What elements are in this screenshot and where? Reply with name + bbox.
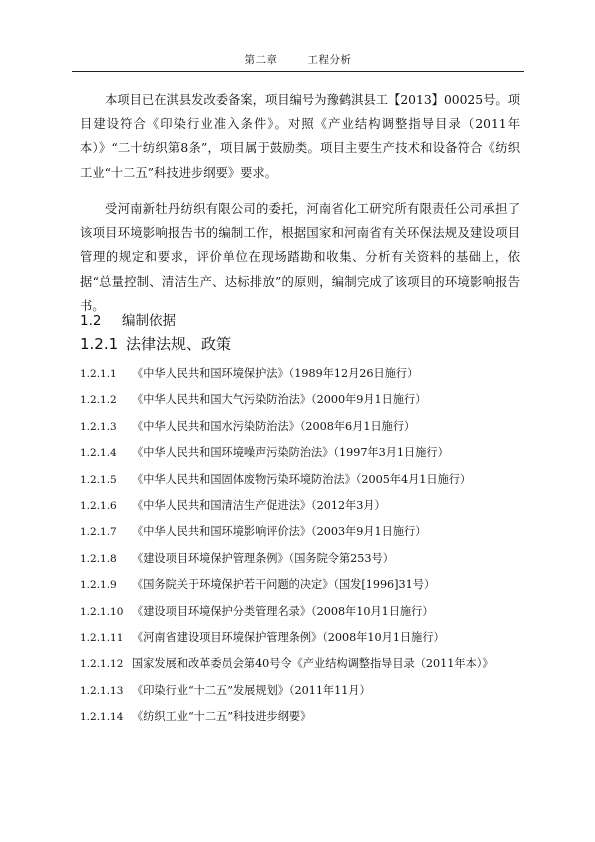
item-text: 《建设项目环境保护管理条例》（国务院令第253号） bbox=[132, 551, 394, 565]
item-text: 《中华人民共和国水污染防治法》（2008年6月1日施行） bbox=[132, 419, 416, 433]
list-item bbox=[80, 361, 530, 387]
item-number: 1.2.1.13 bbox=[80, 684, 124, 697]
list-item bbox=[80, 599, 530, 625]
item-text: 《印染行业“十二五”发展规划》（2011年11月） bbox=[132, 683, 371, 697]
paragraph-project-filing: 本项目已在淇县发改委备案，项目编号为豫鹤淇县工【2013】00025号。项目建设符合《印染行业准入条件》。对照《产业结构调整指导目录（2011年本）》“二十纺织第8条”，项目属于鼓励类。项目主要生产技术和设备符合《纺织工业“十二五”科技进步纲要》要求。 bbox=[80, 93, 520, 180]
item-text: 国家发展和改革委员会第40号令《产业结构调整指导目录（2011年本）》 bbox=[132, 657, 494, 671]
list-item bbox=[80, 519, 530, 545]
item-number: 1.2.1.2 bbox=[80, 394, 117, 407]
item-text: 《国务院关于环境保护若干问题的决定》（国发[1996]31号） bbox=[132, 578, 436, 592]
list-item bbox=[80, 387, 530, 413]
item-number: 1.2.1.8 bbox=[80, 552, 117, 565]
list-item bbox=[80, 625, 530, 651]
item-text: 《中华人民共和国环境噪声污染防治法》（1997年3月1日施行） bbox=[132, 446, 449, 460]
section-title: 编制依据 bbox=[122, 313, 176, 329]
subsection-number: 1.2.1 bbox=[80, 335, 119, 353]
regulation-list bbox=[80, 361, 530, 730]
item-number: 1.2.1.9 bbox=[80, 579, 117, 592]
item-number: 1.2.1.10 bbox=[80, 605, 124, 618]
item-number: 1.2.1.14 bbox=[80, 711, 124, 724]
paragraph-commission: 受河南新牡丹纺织有限公司的委托，河南省化工研究所有限责任公司承担了该项目环境影响报告书的编制工作，根据国家和河南省有关环保法规及建设项目管理的规定和要求，评价单位在现场踏勘和收集、分析有关资料的基础上，依据“总量控制、清洁生产、达标排放”的原则，编制完成了该项目的环境影响报告书。 bbox=[80, 202, 520, 313]
item-number: 1.2.1.4 bbox=[80, 447, 117, 460]
item-number: 1.2.1.11 bbox=[80, 631, 124, 644]
list-item bbox=[80, 414, 530, 440]
item-number: 1.2.1.6 bbox=[80, 499, 117, 512]
header-title: 工程分析 bbox=[307, 54, 352, 66]
item-number: 1.2.1.7 bbox=[80, 526, 117, 539]
list-item bbox=[80, 493, 530, 519]
list-item bbox=[80, 678, 530, 704]
list-item bbox=[80, 546, 530, 572]
page-header bbox=[72, 52, 524, 67]
item-number: 1.2.1.3 bbox=[80, 420, 117, 433]
list-item bbox=[80, 651, 530, 677]
item-text: 《中华人民共和国环境影响评价法》（2003年9月1日施行） bbox=[132, 525, 427, 539]
header-rule bbox=[72, 71, 524, 72]
item-text: 《中华人民共和国固体废物污染环境防治法》（2005年4月1日施行） bbox=[132, 472, 472, 486]
item-text: 《中华人民共和国大气污染防治法》（2000年9月1日施行） bbox=[132, 393, 427, 407]
subsection-heading bbox=[80, 333, 231, 354]
list-item bbox=[80, 440, 530, 466]
item-text: 《河南省建设项目环境保护管理条例》（2008年10月1日施行） bbox=[132, 630, 445, 644]
item-text: 《中华人民共和国清洁生产促进法》（2012年3月） bbox=[132, 498, 386, 512]
item-number: 1.2.1.12 bbox=[80, 658, 124, 671]
header-chapter: 第二章 bbox=[244, 54, 278, 66]
item-text: 《纺织工业“十二五”科技进步纲要》 bbox=[132, 710, 312, 724]
item-number: 1.2.1.5 bbox=[80, 473, 117, 486]
subsection-title: 法律法规、政策 bbox=[126, 335, 232, 353]
list-item bbox=[80, 467, 530, 493]
section-number: 1.2 bbox=[80, 313, 102, 329]
section-heading bbox=[80, 309, 176, 329]
list-item bbox=[80, 572, 530, 598]
item-number: 1.2.1.1 bbox=[80, 368, 117, 380]
item-text: 《建设项目环境保护分类管理名录》（2008年10月1日施行） bbox=[132, 604, 434, 618]
list-item bbox=[80, 704, 530, 730]
item-text: 《中华人民共和国环境保护法》（1989年12月26日施行） bbox=[132, 367, 419, 380]
